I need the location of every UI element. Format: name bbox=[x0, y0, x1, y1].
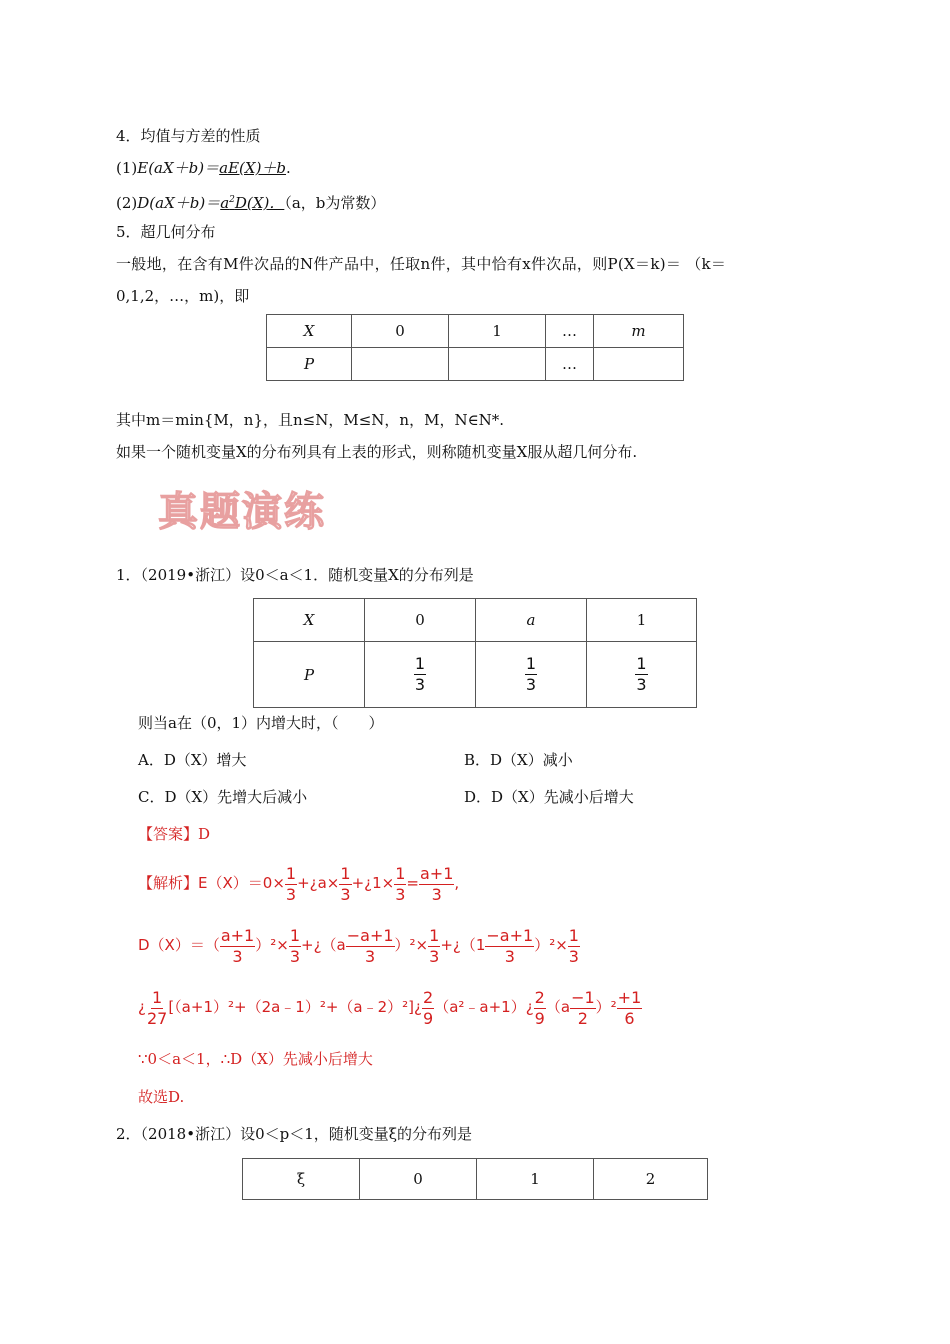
fraction-denominator: 3 bbox=[525, 675, 537, 694]
table-cell: X bbox=[254, 599, 365, 642]
fraction bbox=[289, 926, 301, 967]
section-banner: 真题演练 bbox=[158, 489, 326, 535]
table-cell: 0 bbox=[365, 599, 476, 642]
section-5-title: 5．超几何分布 bbox=[116, 223, 216, 241]
ex-eq: = bbox=[406, 874, 419, 892]
ex-part: +¿1× bbox=[351, 874, 395, 892]
l3-part: ）² bbox=[595, 998, 617, 1016]
fraction bbox=[220, 926, 255, 967]
hyper-note-1: 其中m＝min{M，n}，且n≤N，M≤N，n，M，N∈N*. bbox=[116, 411, 505, 429]
table-cell: 1 bbox=[587, 599, 697, 642]
fraction bbox=[485, 926, 534, 967]
dx-part: +¿（a bbox=[301, 936, 346, 954]
fraction-numerator: 2 bbox=[423, 987, 434, 1007]
dx-part: ）²× bbox=[534, 936, 568, 954]
table-cell: 2 bbox=[594, 1159, 708, 1200]
hyper-text-1: 一般地，在含有M件次品的N件产品中，任取n件，其中恰有x件次品，则P(X＝k)＝ （k＝ bbox=[116, 255, 727, 273]
fraction bbox=[346, 926, 395, 967]
fraction bbox=[428, 926, 440, 967]
fraction-denominator: 27 bbox=[146, 1008, 168, 1028]
table-cell: 1 bbox=[449, 315, 546, 348]
answer-value: D bbox=[198, 825, 211, 843]
dx-lhs: D（X）＝（ bbox=[138, 936, 220, 954]
fraction-numerator: 1 bbox=[636, 654, 647, 673]
fraction-denominator: 3 bbox=[429, 946, 440, 966]
fraction-denominator: 3 bbox=[504, 946, 515, 966]
q1-because: ∵0＜a＜1，∴D（X）先减小后增大 bbox=[138, 1050, 373, 1068]
fraction bbox=[617, 988, 643, 1029]
l3-part: （a²﹣a+1）¿ bbox=[434, 998, 534, 1016]
fraction-denominator: 6 bbox=[624, 1008, 635, 1028]
fraction-numerator: 1 bbox=[429, 925, 440, 945]
fraction bbox=[339, 864, 351, 905]
hypergeometric-table bbox=[266, 314, 684, 381]
dx-part: +¿（1 bbox=[440, 936, 486, 954]
table-cell bbox=[594, 348, 684, 381]
fraction-denominator: 3 bbox=[289, 946, 300, 966]
fraction-numerator: a+1 bbox=[419, 863, 454, 883]
fraction-denominator: 2 bbox=[577, 1008, 588, 1028]
ex-lhs: E（X）＝0× bbox=[198, 874, 285, 892]
table-cell: 0 bbox=[352, 315, 449, 348]
q1-answer bbox=[138, 824, 210, 844]
hyper-text-2: 0,1,2，…，m)，即 bbox=[116, 287, 250, 305]
property-2-label: (2) bbox=[116, 194, 138, 212]
fraction-numerator: 1 bbox=[568, 925, 579, 945]
fraction-numerator: 1 bbox=[340, 863, 351, 883]
q1-conclusion: 故选D. bbox=[138, 1088, 185, 1106]
fraction-numerator: a+1 bbox=[220, 925, 255, 945]
q1-distribution-table bbox=[253, 598, 697, 708]
ex-part: +¿a× bbox=[297, 874, 340, 892]
fraction-numerator: 1 bbox=[414, 654, 426, 673]
fraction-numerator: −a+1 bbox=[346, 925, 394, 945]
table-cell: P bbox=[254, 642, 365, 708]
q1-analysis-line-1 bbox=[138, 860, 459, 906]
fraction-numerator: 1 bbox=[152, 987, 163, 1007]
table-cell: m bbox=[594, 315, 684, 348]
fraction bbox=[525, 654, 537, 695]
fraction bbox=[285, 864, 297, 905]
table-cell: X bbox=[267, 315, 352, 348]
fraction-denominator: 9 bbox=[534, 1008, 545, 1028]
fraction-numerator: +1 bbox=[617, 987, 642, 1007]
q2-distribution-table bbox=[242, 1158, 708, 1200]
property-2-right-b: D(X)． bbox=[234, 194, 285, 212]
table-cell: 1 bbox=[477, 1159, 594, 1200]
fraction-numerator: 2 bbox=[534, 987, 545, 1007]
dx-part: ）²× bbox=[394, 936, 429, 954]
fraction-numerator: 1 bbox=[525, 654, 537, 673]
property-1-left: E(aX＋b)＝ bbox=[137, 159, 220, 177]
table-cell: … bbox=[546, 315, 594, 348]
fraction-denominator: 9 bbox=[423, 1008, 434, 1028]
fraction bbox=[419, 864, 454, 905]
hyper-note-2: 如果一个随机变量X的分布列具有上表的形式，则称随机变量X服从超几何分布. bbox=[116, 443, 638, 461]
ex-end: , bbox=[454, 874, 460, 892]
fraction-denominator: 3 bbox=[431, 884, 442, 904]
l3-start: ¿ bbox=[138, 998, 146, 1016]
fraction bbox=[635, 654, 647, 695]
table-cell: a bbox=[476, 599, 587, 642]
table-cell: … bbox=[546, 348, 594, 381]
fraction-denominator: 3 bbox=[365, 946, 376, 966]
fraction bbox=[570, 988, 596, 1029]
table-cell bbox=[449, 348, 546, 381]
q2-stem: 2．（2018•浙江）设0＜p＜1，随机变量ξ的分布列是 bbox=[116, 1125, 473, 1143]
fraction-denominator: 3 bbox=[414, 675, 426, 694]
section-4-title: 4．均值与方差的性质 bbox=[116, 127, 261, 145]
fraction bbox=[568, 926, 580, 967]
property-2-right bbox=[220, 194, 284, 212]
fraction-numerator: −a+1 bbox=[486, 925, 534, 945]
property-1-right: aE(X)＋b bbox=[219, 159, 287, 177]
table-cell bbox=[476, 642, 587, 708]
fraction-denominator: 3 bbox=[395, 884, 406, 904]
fraction-numerator: 1 bbox=[289, 925, 300, 945]
property-1 bbox=[116, 158, 291, 178]
analysis-tag: 【解析】 bbox=[138, 874, 199, 892]
property-1-label: (1) bbox=[116, 159, 138, 177]
table-cell: ξ bbox=[243, 1159, 360, 1200]
l3-part: [（a+1）²+（2a﹣1）²+（a﹣2）²]¿ bbox=[168, 998, 422, 1016]
table-cell bbox=[365, 642, 476, 708]
q1-option-c: C．D（X）先增大后减小 bbox=[138, 788, 308, 806]
table-cell: P bbox=[267, 348, 352, 381]
fraction-numerator: −1 bbox=[571, 987, 595, 1007]
fraction-denominator: 3 bbox=[232, 946, 243, 966]
fraction bbox=[422, 988, 434, 1029]
table-cell bbox=[352, 348, 449, 381]
fraction-denominator: 3 bbox=[340, 884, 351, 904]
property-1-end: . bbox=[286, 159, 291, 177]
table-cell: 0 bbox=[360, 1159, 477, 1200]
q1-stem: 1．（2019•浙江）设0＜a＜1．随机变量X的分布列是 bbox=[116, 566, 474, 584]
q1-question: 则当a在（0，1）内增大时，（ ） bbox=[138, 714, 384, 732]
q1-analysis-line-3 bbox=[138, 984, 642, 1030]
q1-option-d: D．D（X）先减小后增大 bbox=[464, 788, 634, 806]
fraction bbox=[414, 654, 426, 695]
fraction-numerator: 1 bbox=[395, 863, 406, 883]
fraction bbox=[534, 988, 546, 1029]
fraction-numerator: 1 bbox=[285, 863, 297, 883]
q1-option-a: A．D（X）增大 bbox=[138, 751, 247, 769]
fraction bbox=[394, 864, 406, 905]
property-2-right-sup: 2 bbox=[229, 195, 235, 205]
table-cell bbox=[587, 642, 697, 708]
l3-part: （a bbox=[545, 998, 571, 1016]
fraction-denominator: 3 bbox=[568, 946, 579, 966]
fraction bbox=[146, 988, 168, 1029]
property-2-note: （a，b为常数） bbox=[284, 194, 386, 212]
dx-part: ）²× bbox=[255, 936, 289, 954]
answer-tag: 【答案】 bbox=[138, 825, 199, 843]
property-2-right-a: a bbox=[220, 194, 230, 212]
fraction-denominator: 3 bbox=[285, 884, 297, 904]
property-2 bbox=[116, 190, 385, 213]
q1-option-b: B．D（X）减小 bbox=[464, 751, 573, 769]
q1-analysis-line-2 bbox=[138, 922, 580, 968]
property-2-left: D(aX＋b)＝ bbox=[137, 194, 221, 212]
fraction-denominator: 3 bbox=[636, 675, 647, 694]
